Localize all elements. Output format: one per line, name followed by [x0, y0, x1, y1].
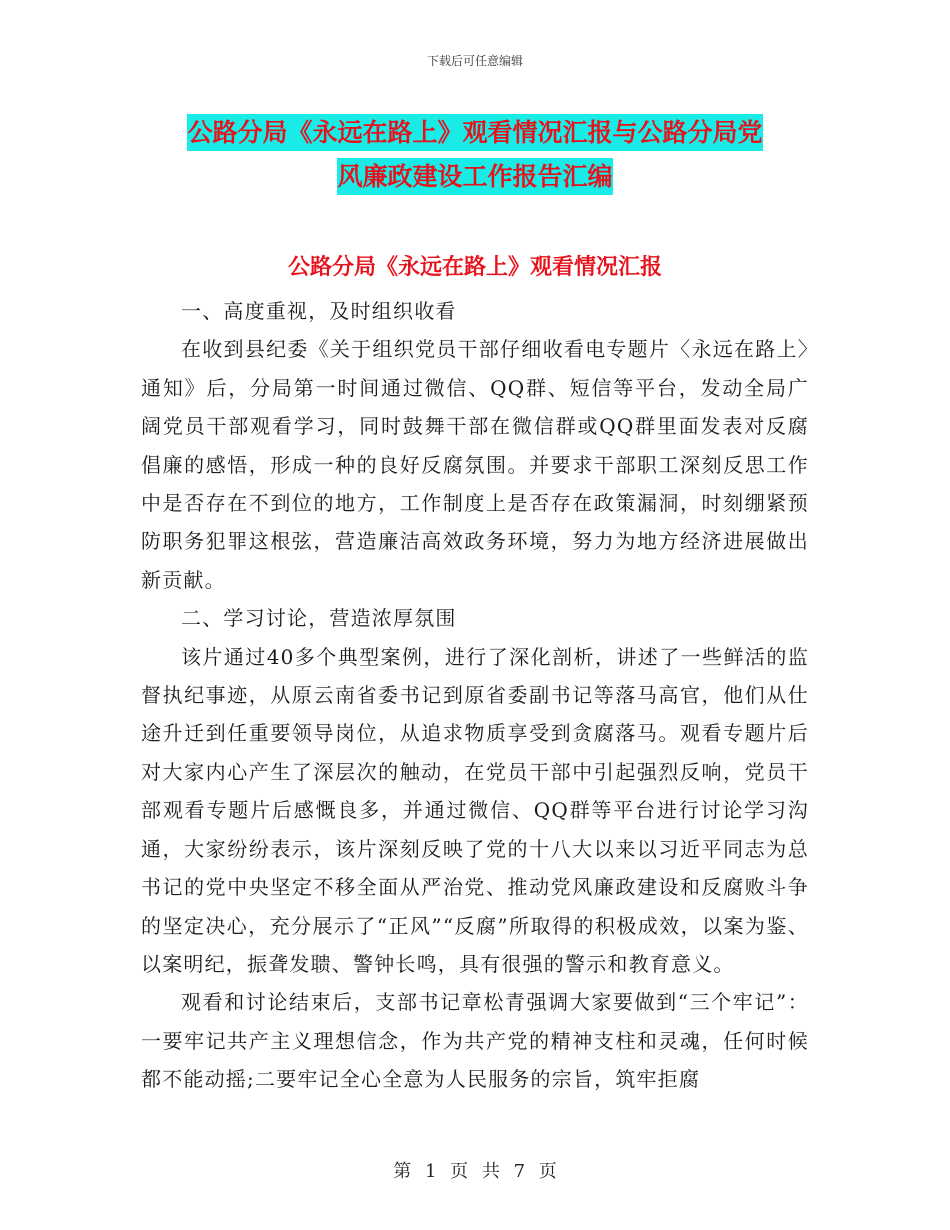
document-title-text-1: 公路分局《永远在路上》观看情况汇报与公路分局党 — [187, 114, 762, 151]
header-note: 下载后可任意编辑 — [426, 54, 523, 68]
heading-1: 一、高度重视，及时组织收看 — [181, 299, 457, 323]
footer-prefix: 第 — [393, 1161, 412, 1182]
total-page-count: 7 — [513, 1161, 526, 1182]
page-footer — [0, 1157, 950, 1183]
document-title-text-2: 风廉政建设工作报告汇编 — [337, 158, 612, 195]
paragraph-1: 在收到县纪委《关于组织党员干部仔细收看电专题片〈永远在路上〉通知》后，分局第一时间通过微信、QQ群、短信等平台，发动全局广阔党员干部观看学习，同时鼓舞干部在微信群或QQ群里面发表对反腐倡廉的感悟，形成一种的良好反腐氛围。并要求干部职工深刻反思工作中是否存在不到位的地方，工作制度上是否存在政策漏洞，时刻绷紧预防职务犯罪这根弦，营造廉洁高效政务环境，努力为地方经济进展做出新贡献。 — [141, 337, 809, 592]
paragraph-2: 该片通过40多个典型案例，进行了深化剖析，讲述了一些鲜活的监督执纪事迹，从原云南省委书记到原省委副书记等落马高官，他们从仕途升迁到任重要领导岗位，从追求物质享受到贪腐落马。观看专题片后对大家内心产生了深层次的触动，在党员干部中引起强烈反响，党员干部观看专题片后感慨良多，并通过微信、QQ群等平台进行讨论学习沟通，大家纷纷表示，该片深刻反映了党的十八大以来以习近平同志为总书记的党中央坚定不移全面从严治党、推动党风廉政建设和反腐败斗争的坚定决心，充分展示了“正风”“反腐”所取得的积极成效，以案为鉴、以案明纪，振聋发聩、警钟长鸣，具有很强的警示和教育意义。 — [141, 644, 809, 976]
current-page-number: 1 — [424, 1161, 437, 1182]
document-body — [141, 292, 809, 1099]
section-title: 公路分局《永远在路上》观看情况汇报 — [287, 255, 662, 280]
footer-page-word: 页 — [450, 1161, 469, 1182]
document-title-line-1 — [140, 113, 810, 149]
paragraph-3: 观看和讨论结束后，支部书记章松青强调大家要做到“三个牢记”：一要牢记共产主义理想信念，作为共产党的精神支柱和灵魂，任何时候都不能动摇;二要牢记全心全意为人民服务的宗旨，筑牢拒腐 — [141, 990, 809, 1092]
footer-suffix: 页 — [538, 1161, 557, 1182]
document-title-line-2 — [140, 157, 810, 193]
footer-total-word: 共 — [481, 1161, 500, 1182]
heading-2: 二、学习讨论，营造浓厚氛围 — [181, 606, 457, 631]
